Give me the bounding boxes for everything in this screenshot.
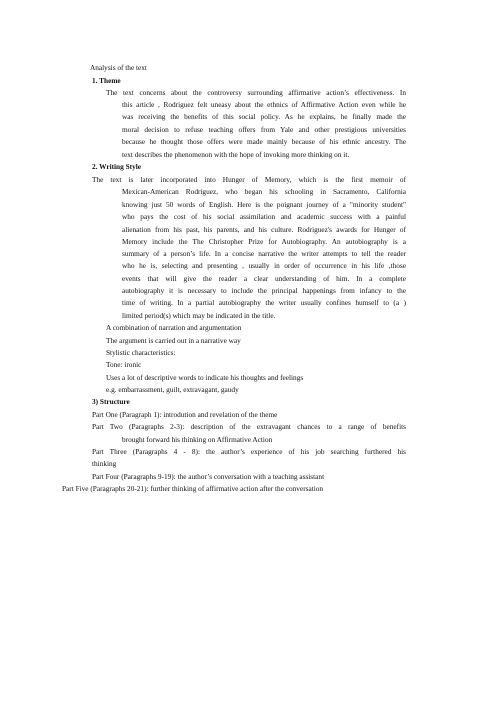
style-line: alienation from his past, his parents, and his culture. Rodriguez's awards for Hunger of xyxy=(122,225,406,234)
theme-line: moral decision to refuse teaching offers from Yale and other prestigious universities xyxy=(122,125,406,134)
structure-part-four: Part Four (Paragraphs 9-19): the author’s conversation with a teaching assistant xyxy=(92,472,325,481)
style-line: summary of a person’s life. In a concise narrative the writer attempts to tell the reader xyxy=(122,249,406,258)
style-line: Memory include the The Christopher Prize for Autobiography. An autobiography is a xyxy=(122,237,406,246)
style-note: e.g. embarrassment, guilt, extravagant, gaudy xyxy=(106,385,239,394)
section-heading-writing-style: 2. Writing Style xyxy=(92,162,141,171)
document-title: Analysis of the text xyxy=(90,63,147,72)
theme-line: was receiving the benefits of this social policy. As he explains, he finally made the xyxy=(122,112,406,121)
structure-part-three-cont: thinking xyxy=(92,459,117,468)
structure-part-five: Part Five (Paragraphs 20-21): further thinking of affirmative action after the conversation xyxy=(62,484,324,493)
structure-part-one: Part One (Paragraph 1): introdution and revelation of the theme xyxy=(92,410,278,419)
style-line: time of writing. In a partial autobiography the writer usually confines humself to (a ) xyxy=(122,298,406,307)
style-line: events that will give the reader a clear understanding of him. In a complete xyxy=(122,274,406,283)
section-heading-structure: 3) Structure xyxy=(92,397,130,406)
style-line: Mexican-American Rodriguez, who began his schooling in Sacramento, California xyxy=(122,187,406,196)
style-line: who he is, selecting and presenting , usually in order of occurrence in his life ,those xyxy=(122,261,406,270)
style-note: A combination of narration and argumentation xyxy=(106,323,242,332)
style-line: autobiography it is necessary to include the principal happenings from infancy to the xyxy=(122,286,406,295)
style-note: Tone: ironic xyxy=(106,360,142,369)
style-line: knowing just 50 words of English. Here is the poignant journey of a "minority student" xyxy=(122,200,406,209)
theme-line: because he thought those offers were made mainly because of his ethnic ancestry. The xyxy=(122,137,406,146)
theme-line: The text concerns about the controversy surrounding affirmative action’s effectiveness. In xyxy=(106,88,406,97)
style-note: Stylistic characteristics: xyxy=(106,348,176,357)
style-line: limited period(s) which may be indicated in the title. xyxy=(122,311,276,320)
theme-line: text describes the phenomenon with the hope of invoking more thinking on it. xyxy=(122,150,350,159)
section-heading-theme: 1. Theme xyxy=(92,76,121,85)
style-line: who pays the cost of his social assimilation and academic success with a painful xyxy=(122,212,406,221)
style-line: The text is later incorporated into Hunger of Memory, which is the first memoir of xyxy=(92,175,406,184)
structure-part-two-cont: brought forward his thinking on Affirmative Action xyxy=(122,435,273,444)
style-note: Uses a lot of descriptive words to indicate his thoughts and feelings xyxy=(106,373,304,382)
structure-part-three: Part Three (Paragraphs 4 - 8): the author’s experience of his job searching furthered his xyxy=(92,447,406,456)
theme-line: this article , Rodriguez felt uneasy about the ethnics of Affirmative Action even while he xyxy=(122,100,406,109)
style-note: The argument is carried out in a narrative way xyxy=(106,336,241,345)
structure-part-two: Part Two (Paragraphs 2-3): description of the extravagant chances to a range of benefits xyxy=(92,422,406,431)
